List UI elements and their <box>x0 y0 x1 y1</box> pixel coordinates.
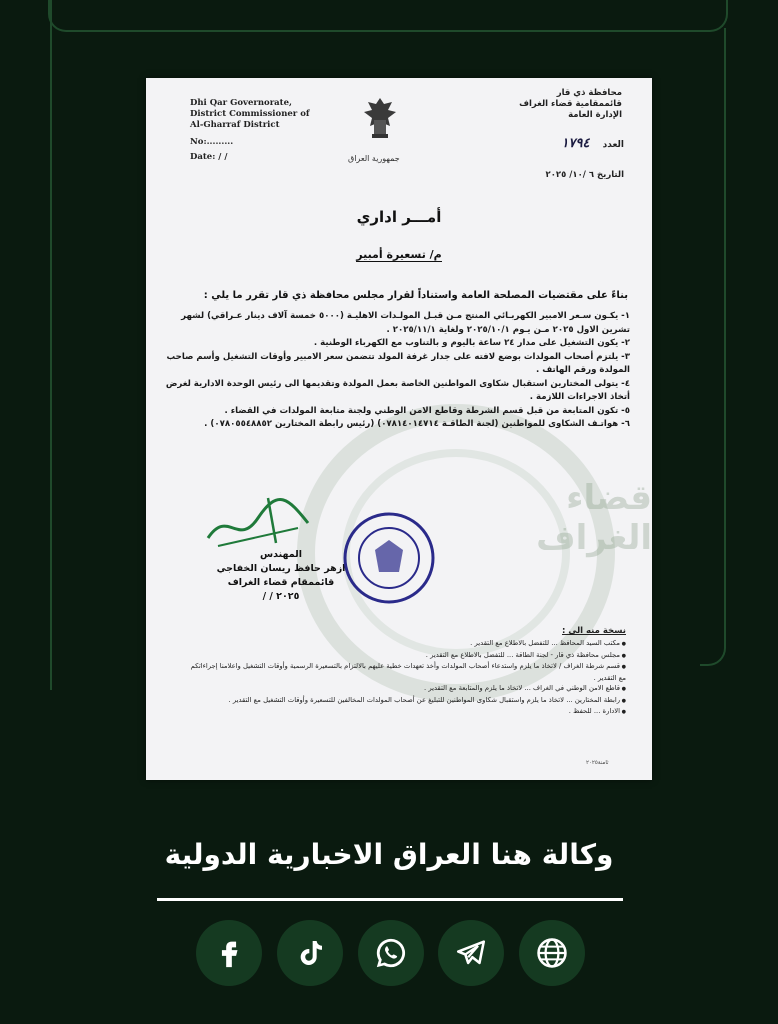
subject-line <box>146 248 652 261</box>
decision-item: ٥- تكون المتابعة من قبل قسم الشرطة وقاطع الامن الوطني ولجنة متابعة المولدات في القضاء . <box>224 405 630 416</box>
copies-title: نسخة منه الى : <box>562 626 626 636</box>
copy-recipient: ● قسم شرطة الغراف / لاتخاذ ما يلزم واستدعاء أصحاب المولدات وأخذ تعهدات خطية عليهم بالالتزام بالتسعيرة الرسمية وأوقات التشغيل واعلامنا إجراءاتكم مع التقدير . <box>186 661 626 683</box>
document-number <box>562 136 624 151</box>
en-header-line: No:......... <box>190 137 234 147</box>
copy-recipient: ● مكتب السيد المحافظ ... للتفضل بالاطلاع مع التقدير . <box>186 638 626 650</box>
subject-text: م/ تسعيرة أمبير <box>356 248 442 261</box>
ar-header-line: الإدارة العامة <box>568 110 622 120</box>
telegram-icon <box>454 936 488 970</box>
decision-item: ٢- يكون التشغيل على مدار ٢٤ ساعة باليوم و بالتناوب مع الكهرباء الوطنية . <box>313 338 630 348</box>
copy-recipient: ● الادارة ... للحفظ . <box>186 706 626 718</box>
copies-section <box>186 626 626 718</box>
signer-position: قائممقام قضاء الغراف <box>227 577 335 588</box>
en-header-line: Date: / / <box>190 152 228 162</box>
facebook-link[interactable] <box>196 920 262 986</box>
document-page <box>146 78 652 780</box>
ar-header-line: قائممقامية قضاء الغراف <box>519 99 622 109</box>
number-label: العدد <box>602 140 624 150</box>
order-title: أمـــر اداري <box>356 208 442 226</box>
facebook-icon <box>212 936 246 970</box>
frame-line-right <box>700 28 726 666</box>
en-header-line: Al-Gharraf District <box>190 120 280 130</box>
iraq-eagle-emblem-icon <box>362 96 398 142</box>
tiktok-link[interactable] <box>277 920 343 986</box>
number-value: ١٧٩٤ <box>561 136 590 151</box>
frame-line-left <box>0 0 52 690</box>
copy-recipient: ● قاطع الامن الوطني في الغراف ... لاتخاذ ما يلزم والمتابعة مع التقدير . <box>186 683 626 695</box>
watermark-text: قضاء الغراف <box>536 478 652 558</box>
social-links <box>0 920 778 990</box>
en-header-line: District Commissioner of <box>190 109 310 119</box>
document-code: ثامنة٢٠٢٥ <box>586 760 609 766</box>
signature-block <box>206 548 356 604</box>
official-stamp-icon <box>341 510 437 606</box>
whatsapp-icon <box>374 936 408 970</box>
emblem-caption: جمهورية العراق <box>348 154 400 163</box>
website-link[interactable] <box>519 920 585 986</box>
copy-recipient: ● مجلس محافظة ذي قار - لجنة الطاقة ... للتفضل بالاطلاع مع التقدير . <box>186 650 626 662</box>
globe-icon <box>535 936 569 970</box>
whatsapp-link[interactable] <box>358 920 424 986</box>
frame-line-top <box>48 0 728 32</box>
signer-name: ازهر حافظ ريسان الخفاجي <box>216 563 346 574</box>
decision-item: ٣- يلتزم أصحاب المولدات بوضع لافته على جدار غرفة المولد تتضمن سعر الامبير وأوقات التشغيل وأسم صاحب المولدة ورقم الهاتف . <box>166 351 630 375</box>
tiktok-icon <box>294 937 326 969</box>
intro-paragraph: بناءً على مقتضيات المصلحة العامة واستناداً لقرار مجلس محافظة ذي قار تقرر ما يلي : <box>203 290 628 301</box>
decision-item: ١- يكـون سـعر الامبير الكهربـائي المنتج مـن قبـل المولـدات الاهليـة (٥٠٠٠ خمسة آلاف دينار عـراقي) لشهر تشرين الاول ٢٠٢٥ مـن يـوم ٢٠٢٥/١٠/١ ولغاية ٢٠٢٥/١١/١ . <box>181 311 630 335</box>
document-date: التاريخ ٦ /١٠/ ٢٠٢٥ <box>545 170 624 180</box>
copy-recipient: ● رابطة المختارين ... لاتخاذ ما يلزم واستقبال شكاوى المواطنين للتبليغ عن أصحاب المولدات المخالفين للتسعيرة وأوقات التشغيل مع التقدير . <box>186 695 626 707</box>
divider <box>157 898 623 901</box>
en-header-line: Dhi Qar Governorate, <box>190 98 292 108</box>
decision-item: ٤- يتولى المختارين استقبال شكاوى المواطنين الخاصة بعمل المولدة وتقديمها الى رئيس الوحدة الادارية لغرض أتخاذ الاجراءات اللازمة . <box>165 378 630 402</box>
decision-item: ٦- هواتـف الشكاوى للمواطنين (لجنة الطاقـة ٠٧٨١٤٠١٤٧١٤) (رئيس رابطة المختارين ٠٧٨٠٥٥٤٨٨٥٢) . <box>204 419 630 429</box>
ar-header-line: محافظة ذي قار <box>556 88 622 98</box>
decision-items <box>160 310 630 432</box>
signer-title: المهندس <box>260 549 302 560</box>
agency-name: وكالة هنا العراق الاخبارية الدولية <box>164 838 614 871</box>
arabic-header <box>519 88 622 121</box>
signature-date: ٢٠٢٥ / / <box>262 591 300 602</box>
telegram-link[interactable] <box>438 920 504 986</box>
english-header <box>190 98 310 163</box>
